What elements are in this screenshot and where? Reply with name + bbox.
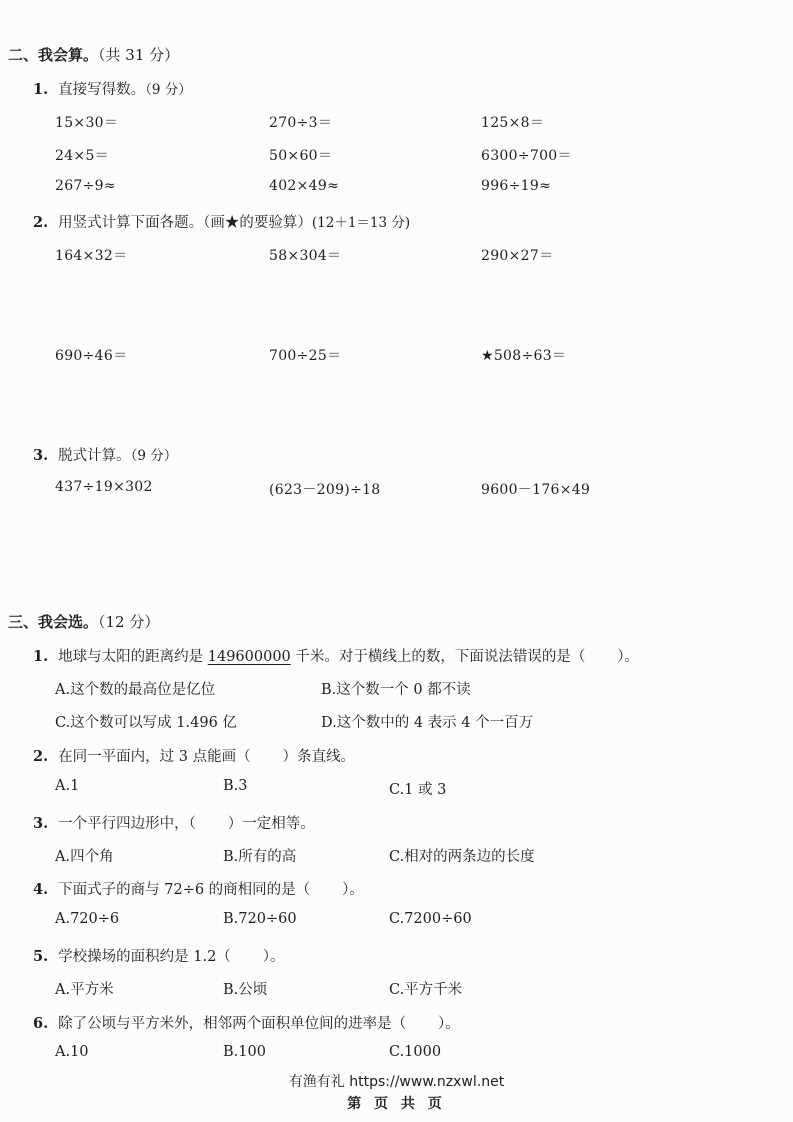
expression: 58×304＝	[269, 248, 342, 264]
expression: 9600－176×49	[481, 482, 591, 498]
question-text: ）条直线。	[282, 749, 355, 765]
option-a: A.这个数的最高位是亿位	[55, 682, 216, 698]
expression: 125×8＝	[481, 115, 545, 131]
question-points: （9 分）	[145, 82, 192, 98]
question-text: 下面式子的商与 72÷6 的商相同的是（	[58, 882, 311, 898]
section-2-heading	[8, 44, 179, 65]
option-a: A.720÷6	[55, 911, 120, 927]
expression: 437÷19×302	[55, 479, 153, 495]
section-2-points: （共 31 分）	[98, 46, 180, 64]
question-text: 用竖式计算下面各题。（画★的要验算）	[58, 215, 312, 231]
question-text: ）。	[342, 882, 364, 898]
expression: 270÷3＝	[269, 115, 333, 131]
option-b: B.所有的高	[223, 849, 297, 865]
question-text: 千米。对于横线上的数，下面说法错误的是（	[290, 649, 586, 665]
question-3-2	[33, 745, 355, 766]
question-text: ）一定相等。	[227, 816, 315, 832]
question-text: 在同一平面内，过 3 点能画（	[58, 749, 251, 765]
question-2-3	[33, 444, 177, 465]
question-number: 1.	[33, 81, 49, 98]
question-text: ）。	[617, 649, 640, 665]
question-3-1	[33, 645, 639, 666]
question-number: 3.	[33, 447, 49, 464]
section-3-points: （12 分）	[98, 613, 160, 631]
option-a: A.1	[55, 778, 80, 794]
question-3-4	[33, 878, 364, 899]
option-b: B.这个数一个 0 都不读	[321, 682, 471, 698]
question-text: 脱式计算。	[58, 448, 131, 464]
option-d: D.这个数中的 4 表示 4 个一百万	[321, 715, 534, 731]
question-3-3	[33, 812, 315, 833]
option-b: B.3	[223, 778, 248, 794]
expression: 15×30＝	[55, 115, 119, 131]
expression: (623－209)÷18	[269, 482, 381, 498]
section-3-title: 三、我会选。	[8, 613, 99, 631]
section-2-title: 二、我会算。	[8, 46, 99, 64]
expression: 700÷25＝	[269, 348, 342, 364]
question-number: 3.	[33, 815, 49, 832]
question-2-2	[33, 211, 410, 232]
question-text: 一个平行四边形中，（	[58, 816, 196, 832]
question-text: ）。	[262, 949, 285, 965]
question-2-1	[33, 78, 192, 99]
expression: 50×60＝	[269, 148, 333, 164]
option-c: C.相对的两条边的长度	[389, 849, 535, 865]
option-c: C.平方千米	[389, 982, 463, 998]
question-text: 除了公顷与平方米外，相邻两个面积单位间的进率是（	[58, 1016, 407, 1032]
expression: 6300÷700＝	[481, 148, 572, 164]
expression: 164×32＝	[55, 248, 128, 264]
question-points: (12＋1＝13 分)	[311, 215, 411, 231]
option-a: A.四个角	[55, 849, 114, 865]
option-c: C.1000	[389, 1044, 442, 1060]
question-text: 地球与太阳的距离约是	[58, 649, 208, 665]
underlined-number: 149600000	[207, 649, 291, 665]
expression: 267÷9≈	[55, 178, 116, 194]
footer-page-number: 第 页 共 页	[347, 1096, 446, 1112]
question-number: 2.	[33, 214, 49, 231]
question-3-5	[33, 945, 284, 966]
question-number: 2.	[33, 748, 49, 765]
question-number: 5.	[33, 948, 49, 965]
question-number: 6.	[33, 1015, 49, 1032]
option-a: A.平方米	[55, 982, 114, 998]
option-b: B.100	[223, 1044, 266, 1060]
question-number: 1.	[33, 648, 49, 665]
option-b: B.720÷60	[223, 911, 297, 927]
expression: 402×49≈	[269, 178, 340, 194]
question-3-6	[33, 1012, 460, 1033]
expression: 24×5＝	[55, 148, 109, 164]
option-b: B.公顷	[223, 982, 268, 998]
expression: 690÷46＝	[55, 348, 128, 364]
question-points: （9 分）	[130, 448, 178, 464]
question-text: 直接写得数。	[58, 82, 146, 98]
expression: ★508÷63＝	[481, 348, 567, 364]
expression: 996÷19≈	[481, 178, 552, 194]
option-c: C.7200÷60	[389, 911, 472, 927]
question-number: 4.	[33, 881, 49, 898]
expression: 290×27＝	[481, 248, 554, 264]
question-text: 学校操场的面积约是 1.2（	[58, 949, 231, 965]
section-3-heading	[8, 611, 159, 632]
question-text: ）。	[438, 1016, 460, 1032]
option-a: A.10	[55, 1044, 89, 1060]
footer-site-link[interactable]: 有渔有礼 https://www.nzxwl.net	[288, 1074, 505, 1090]
option-c: C.1 或 3	[389, 782, 447, 798]
option-c: C.这个数可以写成 1.496 亿	[55, 715, 237, 731]
